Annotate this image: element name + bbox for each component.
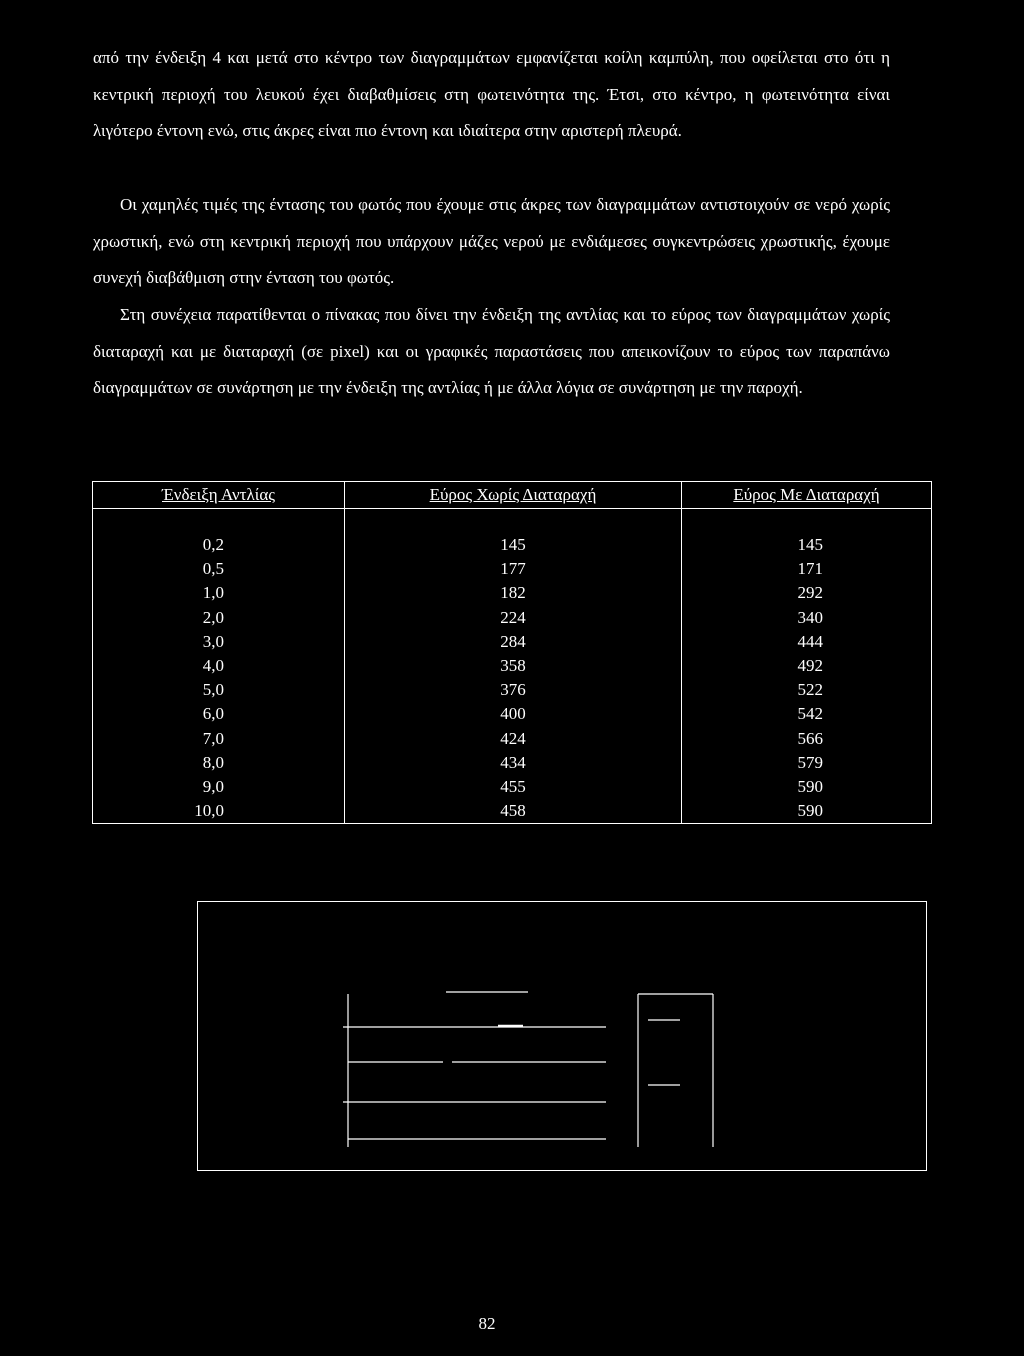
range-with-cell: 340 bbox=[682, 606, 932, 630]
range-without-cell: 182 bbox=[345, 581, 682, 605]
table-row bbox=[93, 581, 932, 605]
table-row bbox=[93, 606, 932, 630]
table-row bbox=[93, 751, 932, 775]
page-number: 82 bbox=[478, 1314, 496, 1333]
paragraph-2: Οι χαμηλές τιμές της έντασης του φωτός που έχουμε στις άκρες των διαγραμμάτων αντιστοιχούν σε νερό χωρίς χρωστική, ενώ στη κεντρική περιοχή που υπάρχουν μάζες νερού με ενδιάμεσες συγκεντρώσεις χρωστικής, έχουμε συνεχή διαβάθμιση στην ένταση του φωτός. bbox=[93, 195, 890, 287]
table-row bbox=[93, 678, 932, 702]
range-with-cell: 590 bbox=[682, 775, 932, 799]
range-without-cell: 376 bbox=[345, 678, 682, 702]
range-with-cell: 145 bbox=[682, 533, 932, 557]
range-with-cell: 444 bbox=[682, 630, 932, 654]
table-row bbox=[93, 557, 932, 581]
chart-placeholder-lines bbox=[198, 902, 926, 1170]
table-row bbox=[93, 727, 932, 751]
pump-reading-cell: 0,5 bbox=[93, 557, 345, 581]
range-with-cell: 292 bbox=[682, 581, 932, 605]
range-with-cell: 566 bbox=[682, 727, 932, 751]
range-without-cell: 224 bbox=[345, 606, 682, 630]
paragraph-3: Στη συνέχεια παρατίθενται ο πίνακας που δίνει την ένδειξη της αντλίας και το εύρος των διαγραμμάτων χωρίς διαταραχή και με διαταραχή (σε pixel) και οι γραφικές παραστάσεις που απεικονίζουν το εύρος των παραπάνω διαγραμμάτων σε συνάρτηση με την ένδειξη της αντλίας ή με άλλα λόγια σε συνάρτηση με την παροχή. bbox=[93, 305, 890, 397]
range-without-cell: 358 bbox=[345, 654, 682, 678]
pump-reading-cell: 3,0 bbox=[93, 630, 345, 654]
table-row bbox=[93, 533, 932, 557]
pump-reading-cell: 6,0 bbox=[93, 702, 345, 726]
range-with-cell: 579 bbox=[682, 751, 932, 775]
header-range-without-disturbance: Εύρος Χωρίς Διαταραχή bbox=[345, 482, 682, 509]
range-without-cell: 400 bbox=[345, 702, 682, 726]
pump-reading-cell: 7,0 bbox=[93, 727, 345, 751]
pump-reading-cell: 10,0 bbox=[93, 799, 345, 824]
table-row bbox=[93, 654, 932, 678]
range-without-cell: 455 bbox=[345, 775, 682, 799]
range-with-cell: 492 bbox=[682, 654, 932, 678]
table-header-row bbox=[93, 482, 932, 509]
pump-amplitude-table bbox=[92, 481, 932, 824]
table-spacer-row bbox=[93, 509, 932, 534]
range-without-cell: 424 bbox=[345, 727, 682, 751]
header-pump-reading: Ένδειξη Αντλίας bbox=[93, 482, 345, 509]
range-without-cell: 145 bbox=[345, 533, 682, 557]
paragraph-1: από την ένδειξη 4 και μετά στο κέντρο των διαγραμμάτων εμφανίζεται κοίλη καμπύλη, που οφείλεται στο ότι η κεντρική περιοχή του λευκού έχει διαβαθμίσεις στη φωτεινότητα της. Έτσι, στο κέντρο, η φωτεινότητα είναι λιγότερο έντονη ενώ, στις άκρες είναι πιο έντονη και ιδιαίτερα στην αριστερή πλευρά. bbox=[93, 48, 890, 140]
table-row bbox=[93, 702, 932, 726]
range-without-cell: 458 bbox=[345, 799, 682, 824]
range-without-cell: 284 bbox=[345, 630, 682, 654]
pump-reading-cell: 5,0 bbox=[93, 678, 345, 702]
range-without-cell: 177 bbox=[345, 557, 682, 581]
range-with-cell: 590 bbox=[682, 799, 932, 824]
table-row bbox=[93, 799, 932, 824]
pump-reading-cell: 1,0 bbox=[93, 581, 345, 605]
range-with-cell: 542 bbox=[682, 702, 932, 726]
chart-frame bbox=[197, 901, 927, 1171]
range-without-cell: 434 bbox=[345, 751, 682, 775]
pump-reading-cell: 0,2 bbox=[93, 533, 345, 557]
pump-reading-cell: 8,0 bbox=[93, 751, 345, 775]
pump-reading-cell: 9,0 bbox=[93, 775, 345, 799]
range-with-cell: 522 bbox=[682, 678, 932, 702]
range-with-cell: 171 bbox=[682, 557, 932, 581]
table-row bbox=[93, 630, 932, 654]
pump-reading-cell: 2,0 bbox=[93, 606, 345, 630]
pump-reading-cell: 4,0 bbox=[93, 654, 345, 678]
header-range-with-disturbance: Εύρος Με Διαταραχή bbox=[682, 482, 932, 509]
table-row bbox=[93, 775, 932, 799]
